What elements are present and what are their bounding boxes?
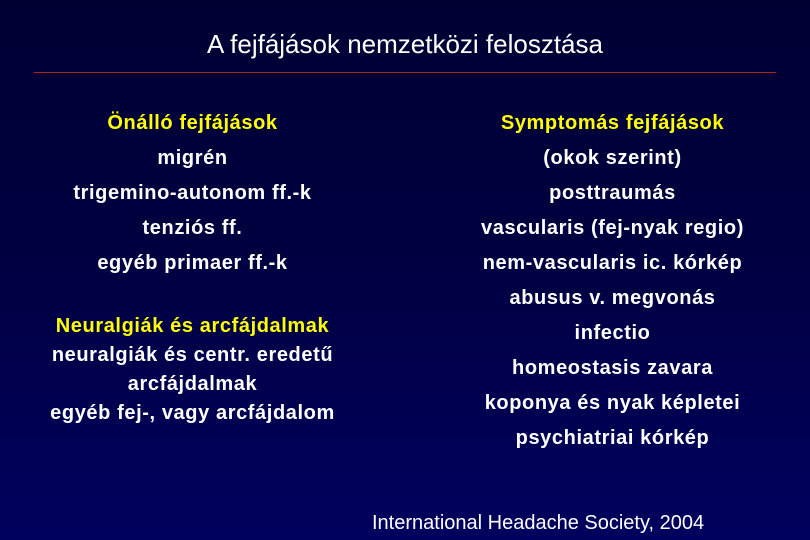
symptomatic-item-psychiatric: psychiatriai kórkép xyxy=(515,427,710,449)
symptomatic-heading: Symptomás fejfájások xyxy=(500,112,725,134)
slide-title: A fejfájások nemzetközi felosztása xyxy=(207,29,603,59)
symptomatic-item-non-vascular: nem-vascularis ic. kórkép xyxy=(482,252,743,274)
primary-item-migraine: migrén xyxy=(157,147,228,169)
title-divider xyxy=(34,72,776,73)
neuralgia-item-other: egyéb fej-, vagy arcfájdalom xyxy=(50,402,335,424)
neuralgia-heading: Neuralgiák és arcfájdalmak xyxy=(55,315,330,337)
symptomatic-item-by-cause: (okok szerint) xyxy=(543,147,682,169)
symptomatic-item-vascular: vascularis (fej-nyak regio) xyxy=(481,217,744,239)
citation: International Headache Society, 2004 xyxy=(372,512,705,534)
primary-item-other: egyéb primaer ff.-k xyxy=(97,252,288,274)
symptomatic-item-skull-neck: koponya és nyak képletei xyxy=(484,392,741,414)
symptomatic-item-infection: infectio xyxy=(574,322,651,344)
symptomatic-item-posttraumatic: posttraumás xyxy=(549,182,676,204)
primary-item-tension: tenziós ff. xyxy=(142,217,243,239)
primary-item-trigemino-autonomic: trigemino-autonom ff.-k xyxy=(73,182,312,204)
neuralgia-block xyxy=(20,312,365,428)
symptomatic-headaches-block xyxy=(445,106,780,456)
symptomatic-item-abuse-withdrawal: abusus v. megvonás xyxy=(509,287,716,309)
neuralgia-item-facial-pain: arcfájdalmak xyxy=(127,373,258,395)
primary-headaches-heading: Önálló fejfájások xyxy=(107,112,278,134)
primary-headaches-block xyxy=(20,106,365,281)
neuralgia-item-central: neuralgiák és centr. eredetű xyxy=(51,344,334,366)
symptomatic-item-homeostasis: homeostasis zavara xyxy=(512,357,713,379)
